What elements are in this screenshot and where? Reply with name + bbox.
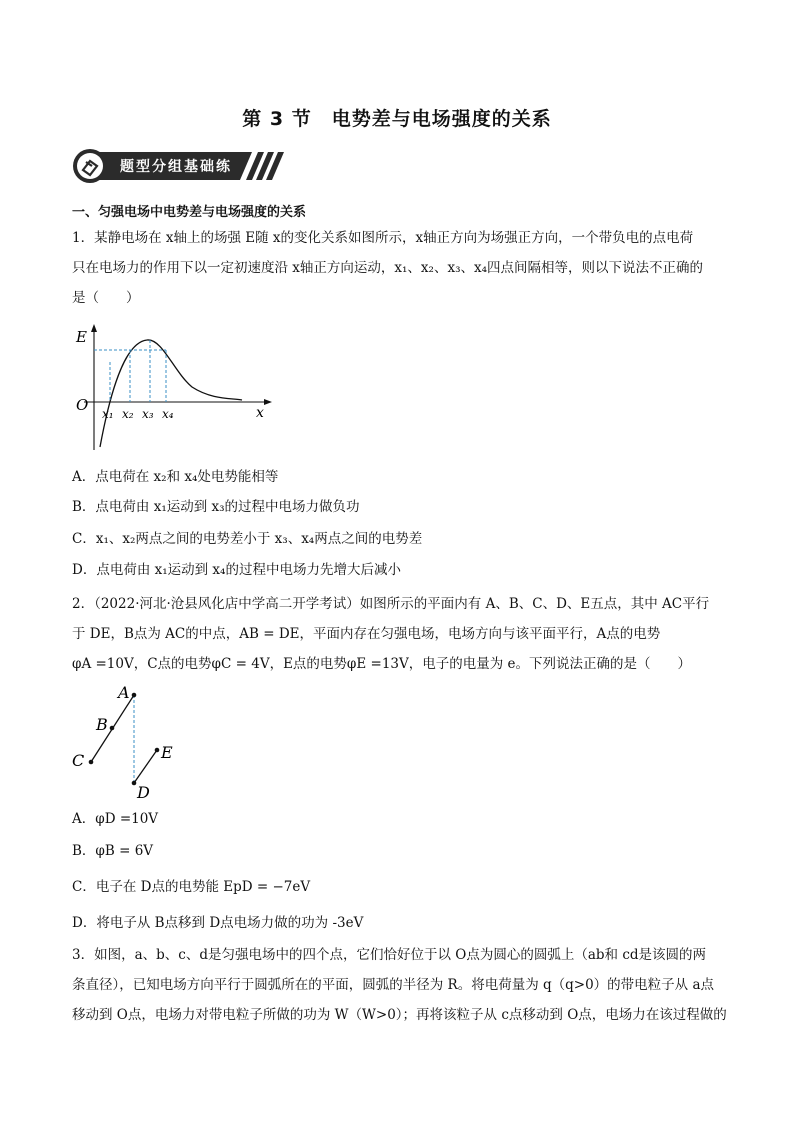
point-d-label: D [137,783,150,802]
q1-field-graph [72,322,282,450]
y-axis-label: E [76,328,87,346]
origin-label: O [76,396,89,414]
q2-line1: 2．（2022·河北·沧县风化店中学高二开学考试）如图所示的平面内有 A、B、C、D、E五点，其中 AC平行 [72,596,710,612]
q1-line2: 只在电场力的作用下以一定初速度沿 x轴正方向运动，x₁、x₂、x₃、x₄四点间隔相等，则以下说法不正确的 [72,260,704,276]
tick-x2: x₂ [122,407,134,421]
q2-option-b: B．φB = 6V [72,843,154,859]
q3-line1: 3．如图，a、b、c、d是匀强电场中的四个点，它们恰好位于以 O点为圆心的圆弧上（ab和 cd是该圆的两 [72,947,707,963]
tick-x3: x₃ [142,407,154,421]
q1-line3: 是（ ） [72,290,140,306]
q1-line1: 1．某静电场在 x轴上的场强 E随 x的变化关系如图所示，x轴正方向为场强正方向，一个带负电的点电荷 [72,230,694,246]
q2-line2: 于 DE，B点为 AC的中点，AB = DE，平面内存在匀强电场，电场方向与该平面平行，A点的电势 [72,626,661,642]
page-title: 第 3 节 电势差与电场强度的关系 [242,108,552,130]
q1-option-a: A．点电荷在 x₂和 x₄处电势能相等 [72,469,279,485]
q1-option-d: D．点电荷由 x₁运动到 x₄的过程中电场力先增大后减小 [72,562,401,578]
point-b-label: B [96,715,108,734]
q1-option-c: C．x₁、x₂两点之间的电势差小于 x₃、x₄两点之间的电势差 [72,531,423,547]
q2-option-c: C．电子在 D点的电势能 EpD = −7eV [72,879,311,895]
point-a-label: A [118,683,130,702]
tick-x1: x₁ [102,407,114,421]
point-c-label: C [72,751,85,770]
q2-line3: φA =10V，C点的电势φC = 4V，E点的电势φE =13V，电子的电量为 e。下列说法正确的是（ ） [72,656,692,672]
q2-option-d: D．将电子从 B点移到 D点电场力做的功为 -3eV [72,915,364,931]
banner-label: 题型分组基础练 [120,159,232,175]
q2-option-a: A．φD =10V [72,811,159,827]
section-heading: 一、匀强电场中电势差与电场强度的关系 [72,205,307,220]
q1-option-b: B．点电荷由 x₁运动到 x₃的过程中电场力做负功 [72,499,360,515]
q2-geometry-figure [70,680,190,805]
q3-line2: 条直径），已知电场方向平行于圆弧所在的平面，圆弧的半径为 R。将电荷量为 q（q>0）的带电粒子从 a点 [72,977,715,993]
x-axis-label: x [256,405,264,421]
q3-line3: 移动到 O点，电场力对带电粒子所做的功为 W（W>0）；再将该粒子从 c点移动到 O点，电场力在该过程做的 [72,1007,727,1023]
tick-x4: x₄ [162,407,174,421]
point-e-label: E [161,743,173,762]
